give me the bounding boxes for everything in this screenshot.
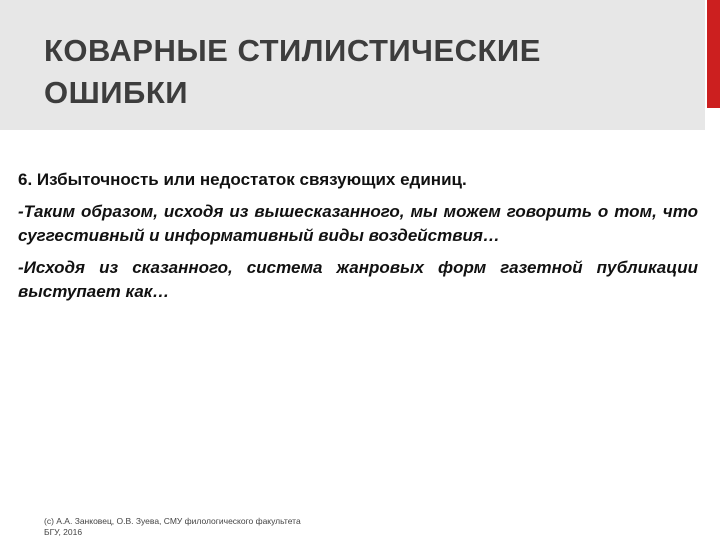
example-2: -Исходя из сказанного, система жанровых форм газетной публикации выступает как…: [18, 258, 698, 301]
point-heading: 6. Избыточность или недостаток связующих единиц.: [18, 170, 467, 189]
accent-bar: [707, 0, 720, 108]
slide-content: [18, 168, 698, 312]
example-1: -Таким образом, исходя из вышесказанного, мы можем говорить о том, что суггестивный и информативный виды воздействия…: [18, 202, 698, 245]
footer-credit: (c) А.А. Занковец, О.В. Зуева, СМУ филологического факультета БГУ, 2016: [44, 516, 301, 537]
slide-title: КОВАРНЫЕ СТИЛИСТИЧЕСКИЕ ОШИБКИ: [44, 33, 541, 110]
